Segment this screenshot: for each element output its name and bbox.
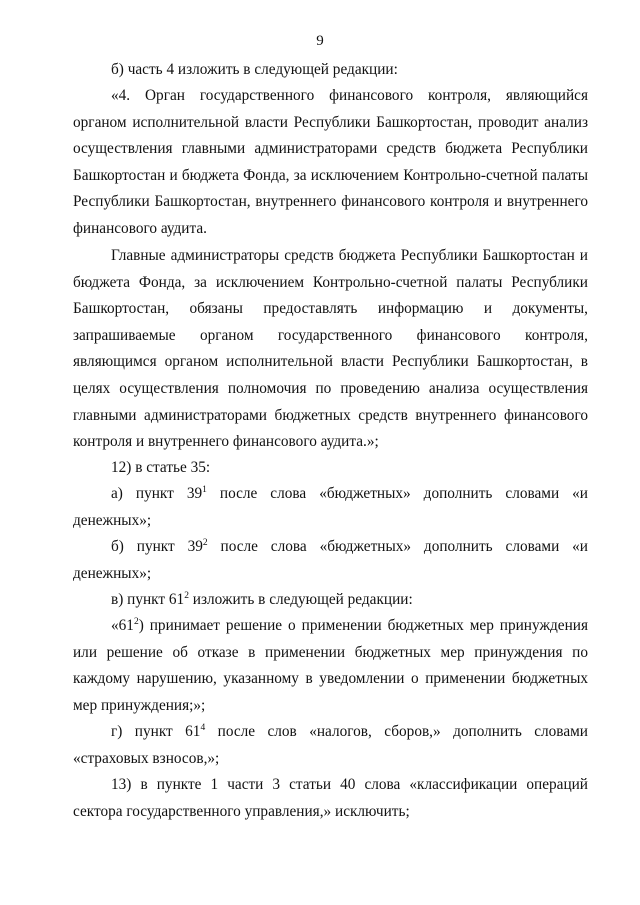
item-b-post: после слова «бюджетных» дополнить словами «и денежных»; — [73, 538, 588, 582]
item-g-pre: г) пункт 61 — [111, 723, 201, 740]
item-a-post: после слова «бюджетных» дополнить словами «и денежных»; — [73, 485, 588, 529]
item-a-pre: а) пункт 39 — [111, 485, 203, 502]
paragraph-chief-administrators: Главные администраторы средств бюджета Республики Башкортостан и бюджета Фонда, за исключением Контрольно-счетной палаты Республики Башкортостан, обязаны предоставлять информацию и документы, запрашиваемые органом государственного финансового контроля, являющимся органом исполнительной власти Республики Башкортостан, в целях осуществления полномочия по проведению анализа осуществления главными администраторами бюджетных средств внутреннего финансового контроля и внутреннего финансового аудита.»; — [73, 247, 588, 451]
paragraph-item-61-2-text — [73, 613, 588, 719]
paragraph-item-g — [73, 719, 588, 772]
paragraph-item-v — [73, 587, 588, 614]
item-61-2-pre: «61 — [111, 617, 134, 634]
item-g-sup: 4 — [200, 723, 206, 733]
paragraph-article-40: 13) в пункте 1 части 3 статьи 40 слова «классификации операций сектора государственного управления,» исключить; — [73, 776, 588, 820]
paragraph-article-35: 12) в статье 35: — [111, 459, 211, 476]
item-b-sup: 2 — [202, 538, 208, 548]
item-61-2-sup: 2 — [133, 617, 139, 627]
item-a-sup: 1 — [202, 485, 207, 495]
page-number: 9 — [316, 33, 324, 49]
paragraph-item-b — [73, 534, 588, 587]
item-61-2-post: ) принимает решение о применении бюджетных мер принуждения или решение об отказе в применении бюджетных мер принуждения по каждому нарушению, указанному в уведомлении о применении бюджетных мер принуждения;»; — [73, 617, 588, 714]
item-v-post: изложить в следующей редакции: — [188, 591, 413, 608]
paragraph-part-4-intro: б) часть 4 изложить в следующей редакции: — [111, 61, 398, 78]
item-b-pre: б) пункт 39 — [111, 538, 203, 555]
item-v-pre: в) пункт 61 — [111, 591, 185, 608]
paragraph-item-a — [73, 481, 588, 534]
item-v-sup: 2 — [184, 591, 189, 601]
item-g-post: после слов «налогов, сборов,» дополнить словами «страховых взносов,»; — [73, 723, 588, 767]
paragraph-part-4-text: «4. Орган государственного финансового контроля, являющийся органом исполнительной власти Республики Башкортостан, проводит анализ осуществления главными администраторами средств бюджета Республики Башкортостан и бюджета Фонда, за исключением Контрольно-счетной палаты Республики Башкортостан, внутреннего финансового контроля и внутреннего финансового аудита. — [73, 87, 588, 237]
